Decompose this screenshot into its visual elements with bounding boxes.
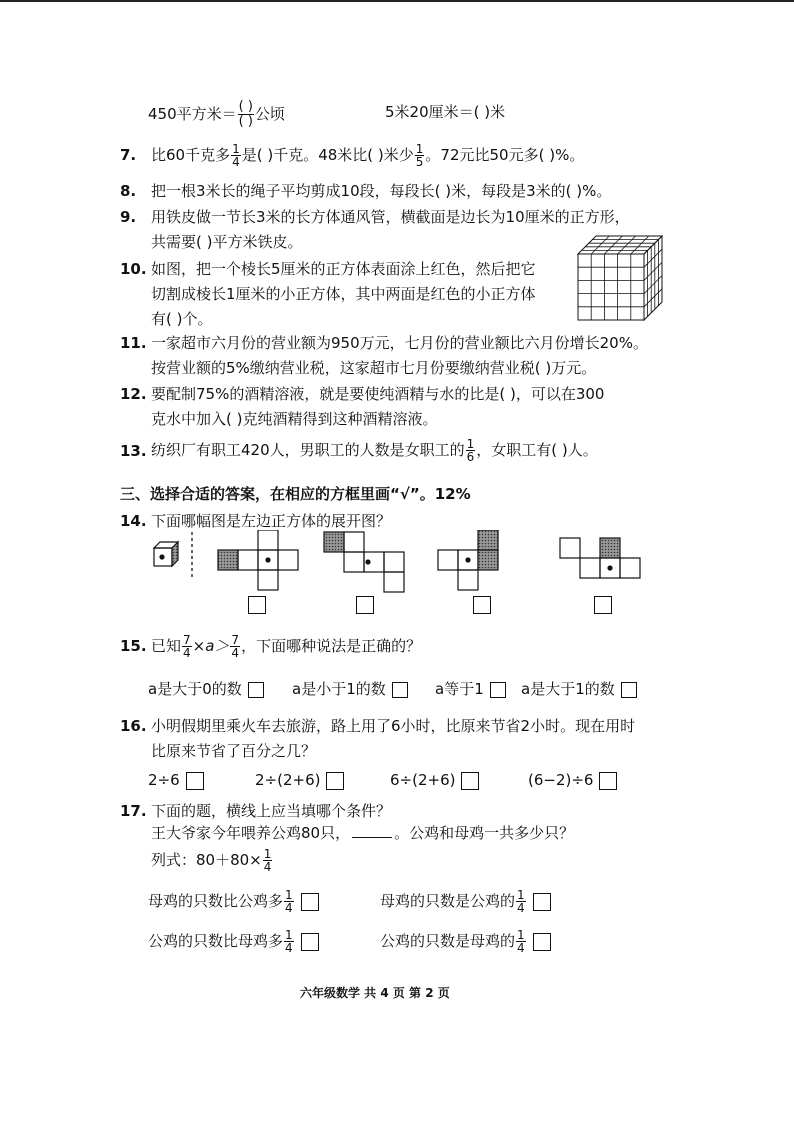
net-option-d: [560, 538, 640, 578]
q17-line2: [151, 821, 574, 845]
q15-frac2-num: 7: [231, 633, 240, 647]
q16-option-1-label: 2÷6: [148, 771, 180, 789]
q17-option-3: [148, 929, 319, 954]
q7-text: [151, 143, 584, 168]
q14-number: 14.: [120, 512, 147, 530]
q17-opt1-frac-den: 4: [285, 901, 293, 915]
top-border-line: [0, 0, 794, 2]
q17-line2-part1: 王大爷家今年喂养公鸡80只，: [151, 824, 351, 842]
q12-number: 12.: [120, 385, 147, 403]
q13-part1: 纺织厂有职工420人，男职工的人数是女职工的: [151, 441, 465, 459]
q13-fraction: [466, 438, 476, 463]
q13-number: 13.: [120, 442, 147, 460]
q17-checkbox-2[interactable]: [533, 893, 551, 911]
q14-checkbox-d[interactable]: [594, 596, 612, 614]
q10-line3: 有( )个。: [151, 310, 213, 328]
q17-checkbox-1[interactable]: [301, 893, 319, 911]
net-option-a: [218, 530, 298, 590]
q17-line2-part2: 。公鸡和母鸡一共多少只？: [394, 824, 575, 842]
q15-frac1-num: 7: [183, 633, 191, 647]
q16-checkbox-2[interactable]: [326, 772, 344, 790]
page-footer: 六年级数学 共 4 页 第 2 页: [300, 986, 450, 1000]
q15-checkbox-4[interactable]: [621, 682, 637, 698]
q17-line1: 下面的题，横线上应当填哪个条件？: [151, 802, 392, 820]
q16-option-3-label: 6÷(2+6): [390, 771, 456, 789]
net-option-c: [438, 530, 498, 590]
q16-line2: 比原来节省了百分之几？: [151, 742, 317, 760]
conversion-area: [148, 100, 285, 129]
q11-line2: 按营业额的5%缴纳营业税，这家超市七月份要缴纳营业税( )万元。: [151, 359, 597, 377]
q13-part2: ，女职工有( )人。: [476, 441, 598, 459]
q7-part3: 。72元比50元多( )%。: [425, 146, 585, 164]
q15-option-1: [148, 677, 264, 701]
q17-option-3-label: 公鸡的只数比母鸡多: [148, 932, 284, 950]
q17-formula-fraction: [263, 848, 273, 873]
cube-grid-figure: [574, 232, 666, 324]
q9-line2: 共需要( )平方米铁皮。: [151, 233, 303, 251]
q17-option-3-fraction: [284, 929, 294, 954]
q17-option-1-label: 母鸡的只数比公鸡多: [148, 892, 284, 910]
area-prefix: 450平方米＝: [148, 105, 237, 123]
q10-line2: 切割成棱长1厘米的小正方体，其中两面是红色的小正方体: [151, 285, 536, 303]
q17-number: 17.: [120, 802, 147, 820]
q9-line1: 用铁皮做一节长3米的长方体通风管，横截面是边长为10厘米的正方形，: [151, 208, 630, 226]
q7-part1: 比60千克多: [151, 146, 231, 164]
q16-option-2: [255, 768, 344, 792]
conversion-length: 5米20厘米＝( )米: [385, 103, 506, 121]
q7-frac2-num: 1: [415, 142, 424, 156]
q7-part2: 是( )千克。48米比( )米少: [241, 146, 414, 164]
q17-option-2: [380, 889, 551, 914]
q17-checkbox-3[interactable]: [301, 933, 319, 951]
q17-opt2-frac-num: 1: [517, 888, 525, 902]
q17-checkbox-4[interactable]: [533, 933, 551, 951]
q15-option-2-label: a是小于1的数: [292, 680, 386, 698]
q17-formula-text: 列式：80＋80×: [151, 851, 262, 869]
q7-frac1-num: 1: [232, 142, 240, 156]
q15-part1: 已知: [151, 637, 182, 655]
q15-option-3-label: a等于1: [435, 680, 484, 698]
q17-opt2-frac-den: 4: [517, 901, 525, 915]
q15-frac1-den: 4: [183, 646, 191, 660]
q15-frac2-den: 4: [231, 646, 240, 660]
reference-cube: [154, 542, 178, 566]
q9-number: 9.: [120, 208, 137, 226]
q10-line1: 如图，把一个棱长5厘米的正方体表面涂上红色，然后把它: [151, 260, 536, 278]
q15-checkbox-1[interactable]: [248, 682, 264, 698]
area-fraction-denominator: ( ): [238, 114, 253, 129]
q16-line1: 小明假期里乘火车去旅游，路上用了6小时，比原来节省2小时。现在用时: [151, 717, 636, 735]
q16-option-1: [148, 768, 204, 792]
q15-checkbox-3[interactable]: [490, 682, 506, 698]
q17-formula-frac-num: 1: [263, 847, 272, 861]
q13-frac-num: 1: [466, 437, 475, 451]
q7-fraction1: [231, 143, 241, 168]
q15-fraction2: [230, 634, 240, 659]
q15-text: [151, 634, 421, 659]
q17-option-2-label: 母鸡的只数是公鸡的: [380, 892, 516, 910]
q17-option-2-fraction: [516, 889, 526, 914]
q17-option-4-fraction: [516, 929, 526, 954]
section-3-heading: 三、选择合适的答案，在相应的方框里画“√”。12%: [120, 485, 471, 503]
q14-checkbox-a[interactable]: [248, 596, 266, 614]
q17-blank: [352, 837, 392, 838]
q16-checkbox-1[interactable]: [186, 772, 204, 790]
q17-formula-frac-den: 4: [263, 860, 272, 874]
q17-opt3-frac-den: 4: [285, 941, 293, 955]
q15-option-1-label: a是大于0的数: [148, 680, 242, 698]
q7-frac2-den: 5: [415, 155, 424, 169]
q15-checkbox-2[interactable]: [392, 682, 408, 698]
q16-option-4-label: (6−2)÷6: [528, 771, 594, 789]
q12-line2: 克水中加入( )克纯酒精得到这种酒精溶液。: [151, 410, 438, 428]
q17-option-4-label: 公鸡的只数是母鸡的: [380, 932, 516, 950]
q15-option-3: [435, 677, 506, 701]
q14-text: 下面哪幅图是左边正方体的展开图？: [151, 512, 392, 530]
q17-opt4-frac-num: 1: [517, 928, 525, 942]
q8-number: 8.: [120, 182, 137, 200]
q16-option-4: [528, 768, 617, 792]
q7-fraction2: [415, 143, 425, 168]
q12-line1: 要配制75%的酒精溶液，就是要使纯酒精与水的比是( )，可以在300: [151, 385, 605, 403]
q16-checkbox-3[interactable]: [461, 772, 479, 790]
q7-number: 7.: [120, 146, 137, 164]
q15-part2: ×a＞: [192, 637, 230, 655]
q17-opt1-frac-num: 1: [285, 888, 293, 902]
q16-number: 16.: [120, 717, 147, 735]
q15-option-4: [521, 677, 637, 701]
area-fraction-numerator: ( ): [238, 99, 253, 114]
q17-option-1: [148, 889, 319, 914]
q14-figures: [148, 530, 648, 620]
q15-fraction1: [182, 634, 192, 659]
q14-checkbox-b[interactable]: [356, 596, 374, 614]
q16-option-2-label: 2÷(2+6): [255, 771, 321, 789]
q16-checkbox-4[interactable]: [599, 772, 617, 790]
q15-option-2: [292, 677, 408, 701]
q17-formula: [151, 848, 273, 873]
q14-checkbox-c[interactable]: [473, 596, 491, 614]
q15-option-4-label: a是大于1的数: [521, 680, 615, 698]
q7-frac1-den: 4: [232, 155, 240, 169]
q15-part3: ，下面哪种说法是正确的？: [241, 637, 422, 655]
area-suffix: 公顷: [254, 105, 285, 123]
q10-number: 10.: [120, 260, 147, 278]
q17-option-1-fraction: [284, 889, 294, 914]
q17-opt3-frac-num: 1: [285, 928, 293, 942]
q13-text: [151, 438, 598, 463]
q11-number: 11.: [120, 334, 147, 352]
q13-frac-den: 6: [466, 450, 475, 464]
net-option-b: [324, 532, 404, 592]
q17-option-4: [380, 929, 551, 954]
q11-line1: 一家超市六月份的营业额为950万元，七月份的营业额比六月份增长20%。: [151, 334, 648, 352]
q15-number: 15.: [120, 637, 147, 655]
q16-option-3: [390, 768, 479, 792]
area-fraction: [238, 100, 254, 129]
q17-opt4-frac-den: 4: [517, 941, 525, 955]
q8-text: 把一根3米长的绳子平均剪成10段，每段长( )米，每段是3米的( )%。: [151, 182, 612, 200]
